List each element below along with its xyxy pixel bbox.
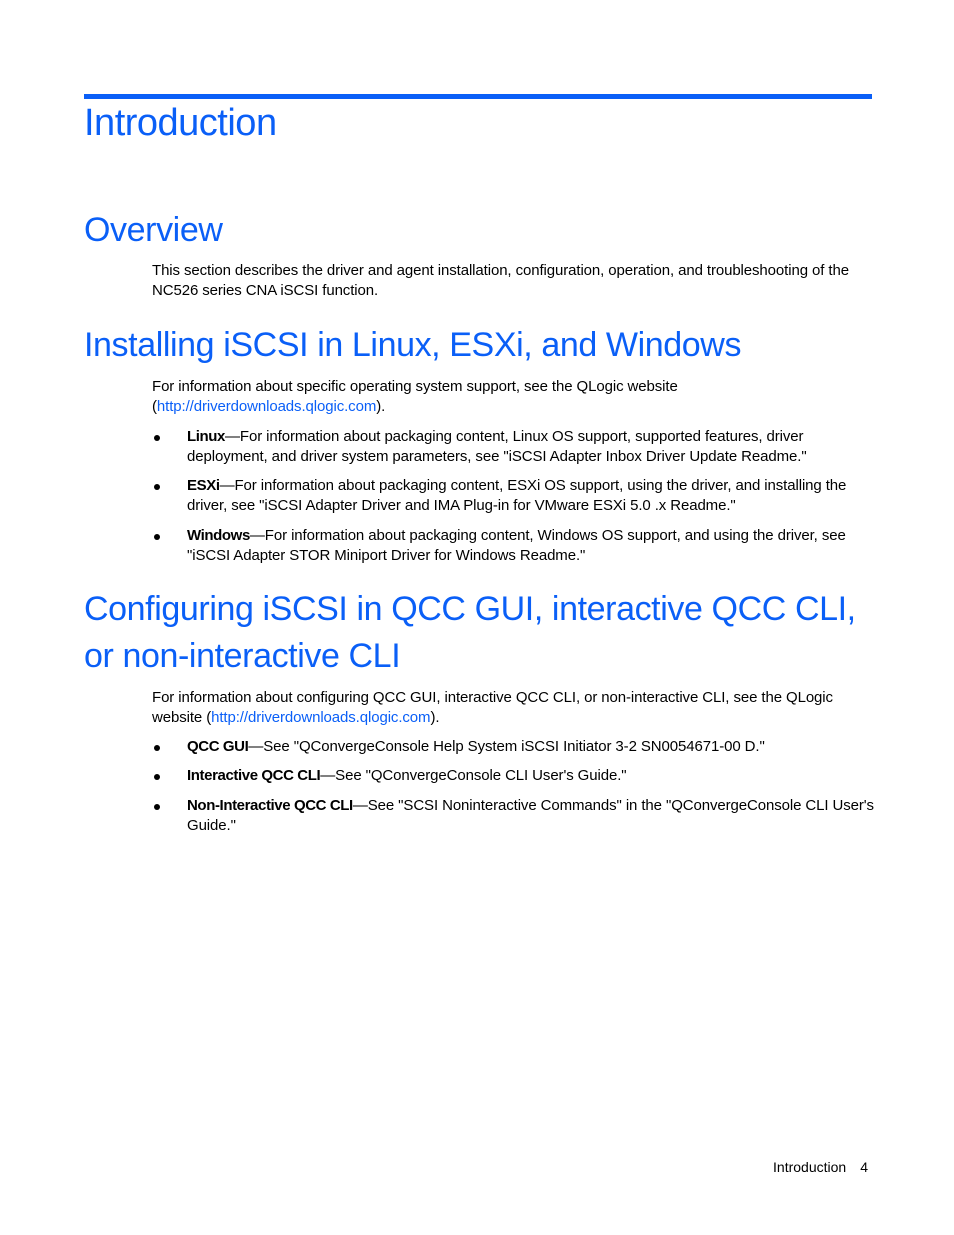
bullet-icon bbox=[154, 774, 160, 780]
overview-paragraph: This section describes the driver and agent installation, configuration, operation, and troubleshooting of the NC526 series CNA iSCSI function. bbox=[152, 262, 849, 299]
list-item-qcc-gui bbox=[152, 737, 874, 757]
configuring-heading-line1: Configuring iSCSI in QCC GUI, interactive QCC CLI, bbox=[84, 590, 856, 628]
configuring-heading-line2: or non-interactive CLI bbox=[84, 637, 401, 675]
list-item-non-interactive-cli bbox=[152, 796, 874, 836]
footer-section: Introduction bbox=[773, 1159, 847, 1175]
bullet-text: —See "SCSI Noninteractive Commands" in the "QConvergeConsole CLI User's Guide." bbox=[187, 797, 874, 834]
bullet-text: —See "QConvergeConsole CLI User's Guide." bbox=[320, 767, 627, 784]
list-item-windows bbox=[152, 526, 874, 566]
installing-intro-text: For information about specific operating system support, see the QLogic website ( bbox=[152, 378, 678, 415]
configuring-heading bbox=[84, 586, 856, 680]
bullet-text: —For information about packaging content, Windows OS support, and using the driver, see "iSCSI Adapter STOR Miniport Driver for Windows Readme." bbox=[187, 527, 846, 564]
bullet-icon bbox=[154, 804, 160, 810]
list-item-interactive-cli bbox=[152, 766, 874, 786]
installing-heading: Installing iSCSI in Linux, ESXi, and Windows bbox=[84, 326, 742, 364]
bullet-text: —See "QConvergeConsole Help System iSCSI Initiator 3-2 SN0054671-00 D." bbox=[248, 738, 765, 755]
configuring-qlogic-link[interactable]: http://driverdownloads.qlogic.com bbox=[211, 709, 431, 726]
page-number: 4 bbox=[860, 1159, 868, 1175]
bullet-term: ESXi bbox=[187, 477, 220, 494]
configuring-intro bbox=[152, 688, 874, 728]
bullet-icon bbox=[154, 484, 160, 490]
configuring-intro-close: ). bbox=[430, 709, 440, 726]
overview-heading: Overview bbox=[84, 211, 223, 249]
bullet-text: —For information about packaging content, ESXi OS support, using the driver, and installing the driver, see "iSCSI Adapter Driver and IMA Plug-in for VMware ESXi 5.0 .x Readme." bbox=[187, 477, 847, 514]
installing-intro-close: ). bbox=[376, 398, 386, 415]
bullet-term: Non-Interactive QCC CLI bbox=[187, 797, 353, 814]
bullet-icon bbox=[154, 745, 160, 751]
list-item-linux bbox=[152, 427, 874, 467]
bullet-term: Linux bbox=[187, 428, 225, 445]
bullet-term: QCC GUI bbox=[187, 738, 249, 755]
installing-intro bbox=[152, 377, 874, 417]
bullet-icon bbox=[154, 534, 160, 540]
bullet-term: Windows bbox=[187, 527, 250, 544]
installing-qlogic-link[interactable]: http://driverdownloads.qlogic.com bbox=[156, 398, 377, 415]
bullet-text: —For information about packaging content, Linux OS support, supported features, driver deployment, and driver system parameters, see "iSCSI Adapter Inbox Driver Update Readme." bbox=[187, 428, 807, 465]
chapter-top-rule bbox=[84, 94, 872, 99]
chapter-title: Introduction bbox=[84, 102, 277, 144]
configuring-intro-text: For information about configuring QCC GUI, interactive QCC CLI, or non-interactive CLI, see the QLogic website ( bbox=[152, 689, 833, 726]
bullet-term: Interactive QCC CLI bbox=[187, 767, 321, 784]
page-footer bbox=[773, 1159, 868, 1175]
bullet-icon bbox=[154, 435, 160, 441]
list-item-esxi bbox=[152, 476, 874, 516]
